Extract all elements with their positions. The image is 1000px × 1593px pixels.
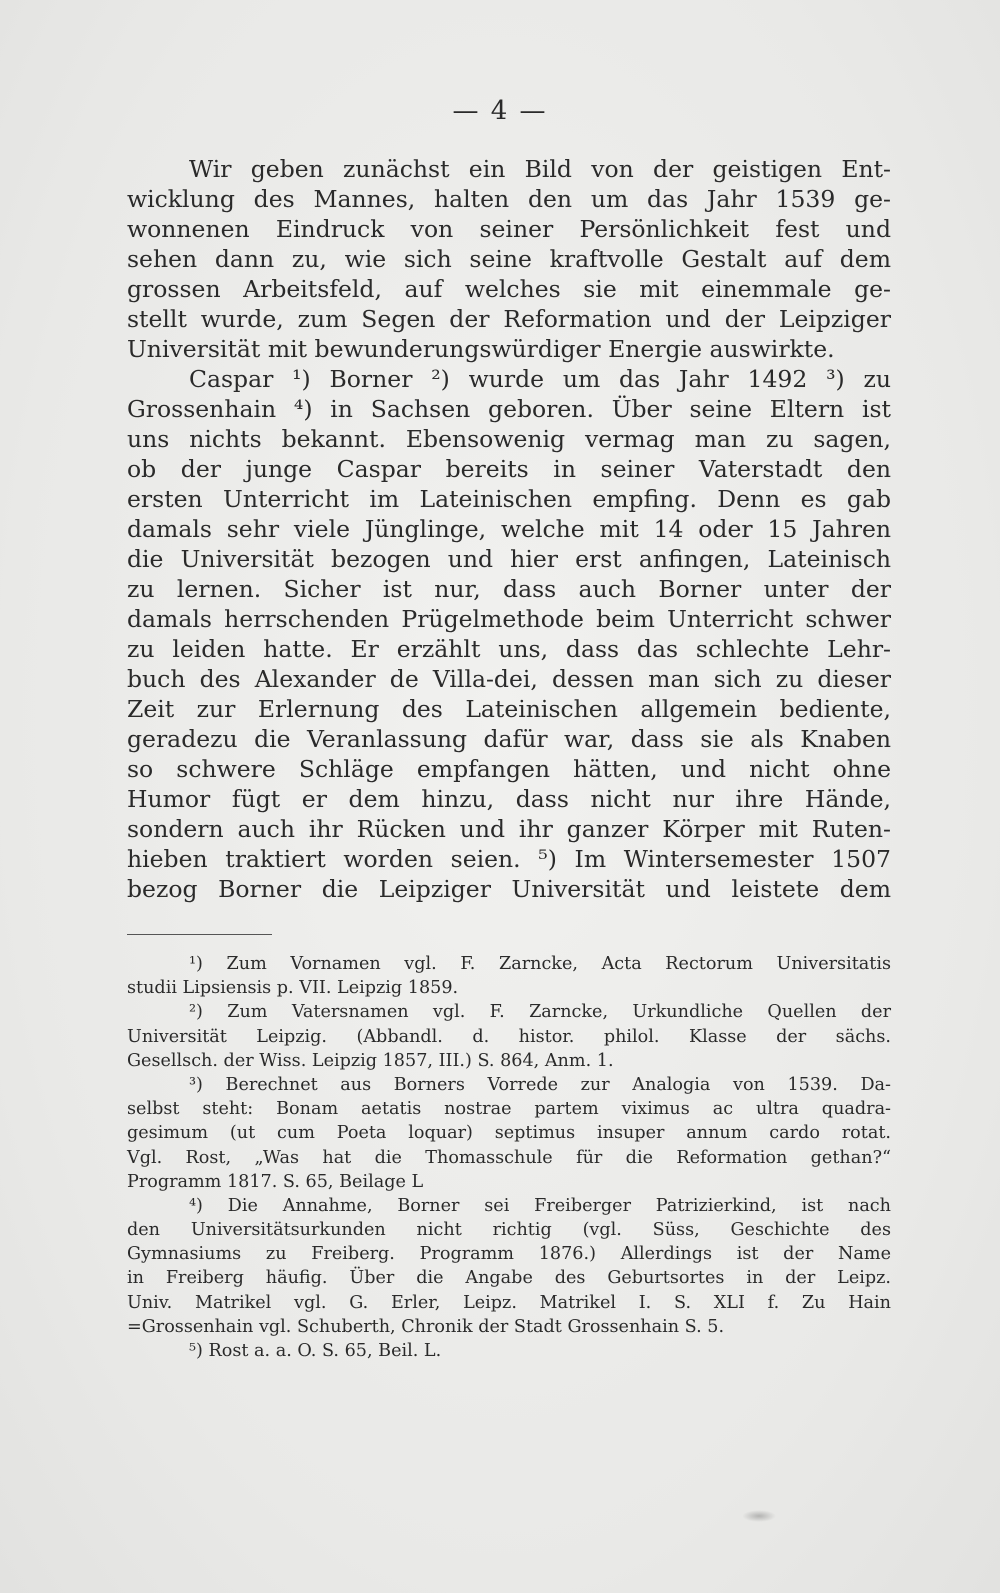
text-line: zu leiden hatte. Er erzählt uns, dass das schlechte Lehr- — [127, 635, 891, 663]
text-line: zu lernen. Sicher ist nur, dass auch Borner unter der — [127, 575, 891, 603]
footnote-line: den Universitätsurkunden nicht richtig (vgl. Süss, Geschichte des — [127, 1220, 891, 1241]
ink-smudge — [742, 1510, 776, 1522]
text-line: buch des Alexander de Villa-dei, dessen man sich zu dieser — [127, 665, 891, 693]
footnote-line: selbst steht: Bonam aetatis nostrae partem viximus ac ultra quadra- — [127, 1099, 891, 1120]
text-line: uns nichts bekannt. Ebensowenig vermag man zu sagen, — [127, 425, 891, 453]
footnote-line: Gymnasiums zu Freiberg. Programm 1876.) Allerdings ist der Name — [127, 1244, 891, 1265]
text-line: Grossenhain ⁴) in Sachsen geboren. Über seine Eltern ist — [127, 395, 891, 423]
footnote-line: =Grossenhain vgl. Schuberth, Chronik der Stadt Grossenhain S. 5. — [127, 1316, 725, 1337]
text-line: bezog Borner die Leipziger Universität und leistete dem — [127, 875, 891, 903]
text-line: sondern auch ihr Rücken und ihr ganzer Körper mit Ruten- — [127, 815, 891, 843]
text-line: hieben traktiert worden seien. ⁵) Im Wintersemester 1507 — [127, 845, 891, 873]
footnotes — [127, 952, 891, 1363]
text-line: wonnenen Eindruck von seiner Persönlichkeit fest und — [127, 215, 891, 243]
main-text — [127, 154, 891, 904]
text-line: wicklung des Mannes, halten den um das Jahr 1539 ge- — [127, 185, 891, 213]
text-line: geradezu die Veranlassung dafür war, dass sie als Knaben — [127, 725, 891, 753]
text-line: so schwere Schläge empfangen hätten, und nicht ohne — [127, 755, 891, 783]
footnote-separator — [127, 934, 272, 935]
text-line: sehen dann zu, wie sich seine kraftvolle Gestalt auf dem — [127, 245, 891, 273]
text-line: Zeit zur Erlernung des Lateinischen allgemein bediente, — [127, 695, 891, 723]
text-line: grossen Arbeitsfeld, auf welches sie mit einemmale ge- — [127, 275, 891, 303]
text-line: stellt wurde, zum Segen der Reformation und der Leipziger — [127, 305, 891, 333]
footnote-line: Programm 1817. S. 65, Beilage L — [127, 1171, 424, 1192]
text-line: ersten Unterricht im Lateinischen empfing. Denn es gab — [127, 485, 891, 513]
text-line: damals sehr viele Jünglinge, welche mit 14 oder 15 Jahren — [127, 515, 891, 543]
text-line: die Universität bezogen und hier erst anfingen, Lateinisch — [127, 545, 891, 573]
footnote-line: ⁵) Rost a. a. O. S. 65, Beil. L. — [189, 1341, 442, 1361]
footnote-line: Univ. Matrikel vgl. G. Erler, Leipz. Matrikel I. S. XLI f. Zu Hain — [127, 1292, 891, 1313]
footnote-line: ³) Berechnet aus Borners Vorrede zur Analogia von 1539. Da- — [189, 1074, 891, 1095]
footnote-line: Vgl. Rost, „Was hat die Thomasschule für die Reformation gethan?“ — [127, 1147, 891, 1168]
footnote-line: ¹) Zum Vornamen vgl. F. Zarncke, Acta Rectorum Universitatis — [189, 954, 891, 974]
footnote-line: in Freiberg häufig. Über die Angabe des Geburtsortes in der Leipz. — [127, 1268, 891, 1289]
footnote-line: studii Lipsiensis p. VII. Leipzig 1859. — [127, 978, 459, 999]
footnote-line: Gesellsch. der Wiss. Leipzig 1857, III.) S. 864, Anm. 1. — [127, 1050, 614, 1071]
text-line: ob der junge Caspar bereits in seiner Vaterstadt den — [127, 455, 891, 483]
text-line: Caspar ¹) Borner ²) wurde um das Jahr 1492 ³) zu — [189, 365, 891, 393]
footnote-line: Universität Leipzig. (Abbandl. d. histor. philol. Klasse der sächs. — [127, 1026, 891, 1047]
text-line: Humor fügt er dem hinzu, dass nicht nur ihre Hände, — [127, 785, 891, 813]
footnote-line: gesimum (ut cum Poeta loquar) septimus insuper annum cardo rotat. — [127, 1123, 891, 1144]
footnote-line: ²) Zum Vatersnamen vgl. F. Zarncke, Urkundliche Quellen der — [189, 1002, 891, 1023]
text-line: Wir geben zunächst ein Bild von der geistigen Ent- — [189, 155, 891, 183]
text-line: Universität mit bewunderungswürdiger Energie auswirkte. — [127, 335, 835, 363]
page-number: — 4 — — [452, 96, 548, 126]
text-line: damals herrschenden Prügelmethode beim Unterricht schwer — [127, 605, 891, 633]
footnote-line: ⁴) Die Annahme, Borner sei Freiberger Patrizierkind, ist nach — [189, 1195, 891, 1216]
